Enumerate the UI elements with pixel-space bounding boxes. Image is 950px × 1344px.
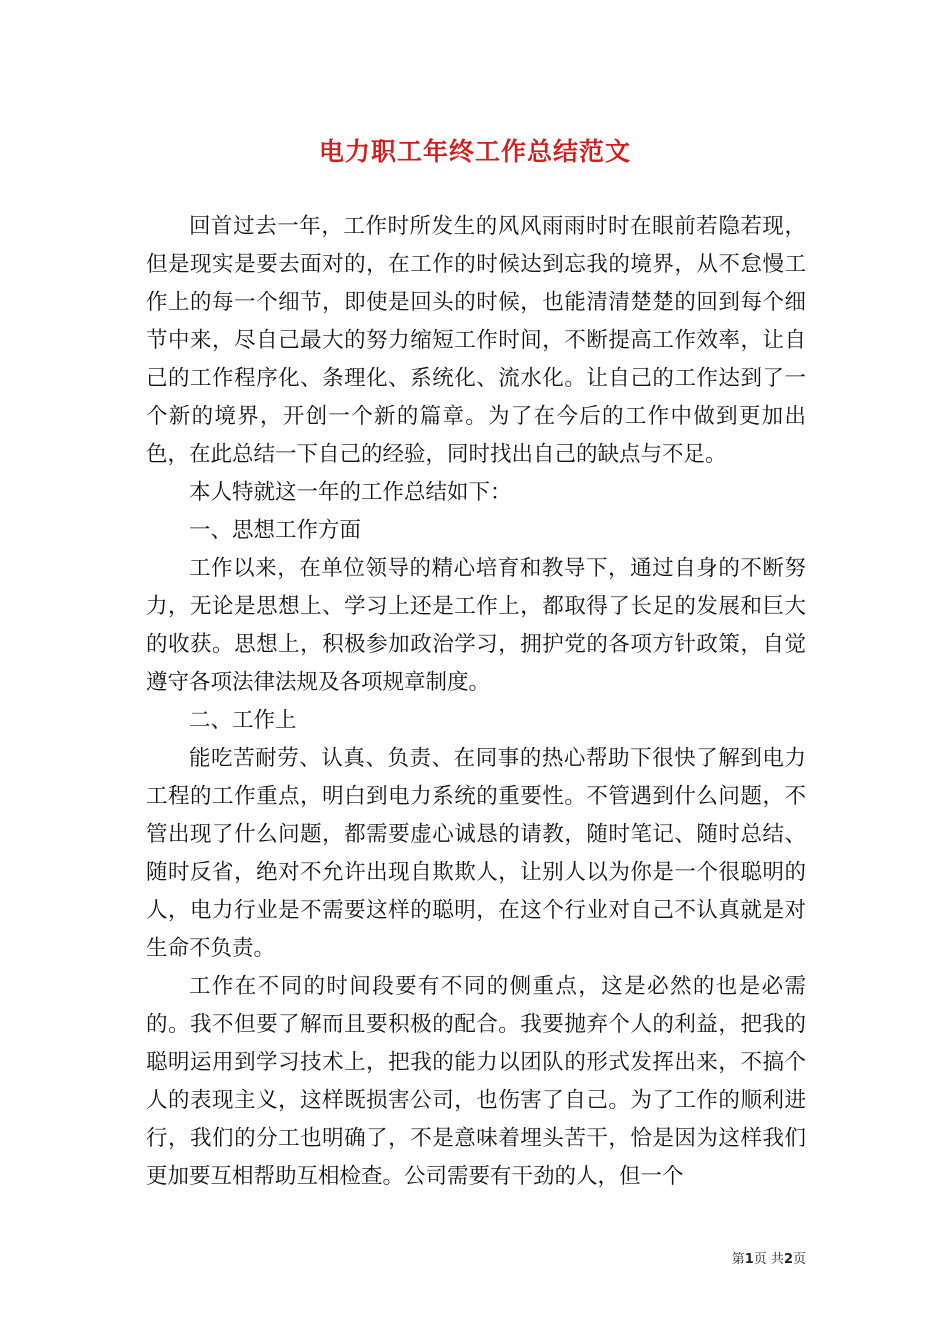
- footer-prefix: 第: [731, 1252, 745, 1267]
- section-heading-work: 二、工作上: [189, 708, 297, 733]
- paragraph-teamwork: 工作在不同的时间段要有不同的侧重点，这是必然的也是必需的。我不但要了解而且要积极的配合。我要抛弃个人的利益，把我的聪明运用到学习技术上，把我的能力以团队的形式发挥出来，不搞个人的表现主义，这样既损害公司，也伤害了自己。为了工作的顺利进行，我们的分工也明确了，不是意味着埋头苦干，恰是因为这样我们更加要互相帮助互相检查。公司需要有干劲的人，但一个: [146, 974, 806, 1189]
- paragraph-intro: 回首过去一年，工作时所发生的风风雨雨时时在眼前若隐若现，但是现实是要去面对的，在工作的时候达到忘我的境界，从不怠慢工作上的每一个细节，即使是回头的时候，也能清清楚楚的回到每个细节中来，尽自己最大的努力缩短工作时间，不断提高工作效率，让自己的工作程序化、条理化、系统化、流水化。让自己的工作达到了一个新的境界，开创一个新的篇章。为了在今后的工作中做到更加出色，在此总结一下自己的经验，同时找出自己的缺点与不足。: [146, 214, 806, 467]
- document-body: [146, 208, 806, 1196]
- footer-suffix: 页: [792, 1252, 806, 1267]
- paragraph-summary-lead: 本人特就这一年的工作总结如下：: [189, 480, 512, 505]
- section-heading-thought: 一、思想工作方面: [189, 518, 362, 543]
- page-number-footer: [732, 1248, 806, 1267]
- paragraph-thought: 工作以来，在单位领导的精心培育和教导下，通过自身的不断努力，无论是思想上、学习上还是工作上，都取得了长足的发展和巨大的收获。思想上，积极参加政治学习，拥护党的各项方针政策，自觉遵守各项法律法规及各项规章制度。: [146, 556, 806, 695]
- document-title: 电力职工年终工作总结范文: [318, 137, 631, 166]
- paragraph-work: 能吃苦耐劳、认真、负责、在同事的热心帮助下很快了解到电力工程的工作重点，明白到电力系统的重要性。不管遇到什么问题，不管出现了什么问题，都需要虚心诚恳的请教，随时笔记、随时总结、随时反省，绝对不允许出现自欺欺人，让别人以为你是一个很聪明的人，电力行业是不需要这样的聪明，在这个行业对自己不认真就是对生命不负责。: [146, 746, 806, 961]
- footer-current-page: 1: [744, 1252, 754, 1267]
- footer-middle: 页 共: [753, 1252, 784, 1267]
- footer-total-pages: 2: [783, 1252, 793, 1267]
